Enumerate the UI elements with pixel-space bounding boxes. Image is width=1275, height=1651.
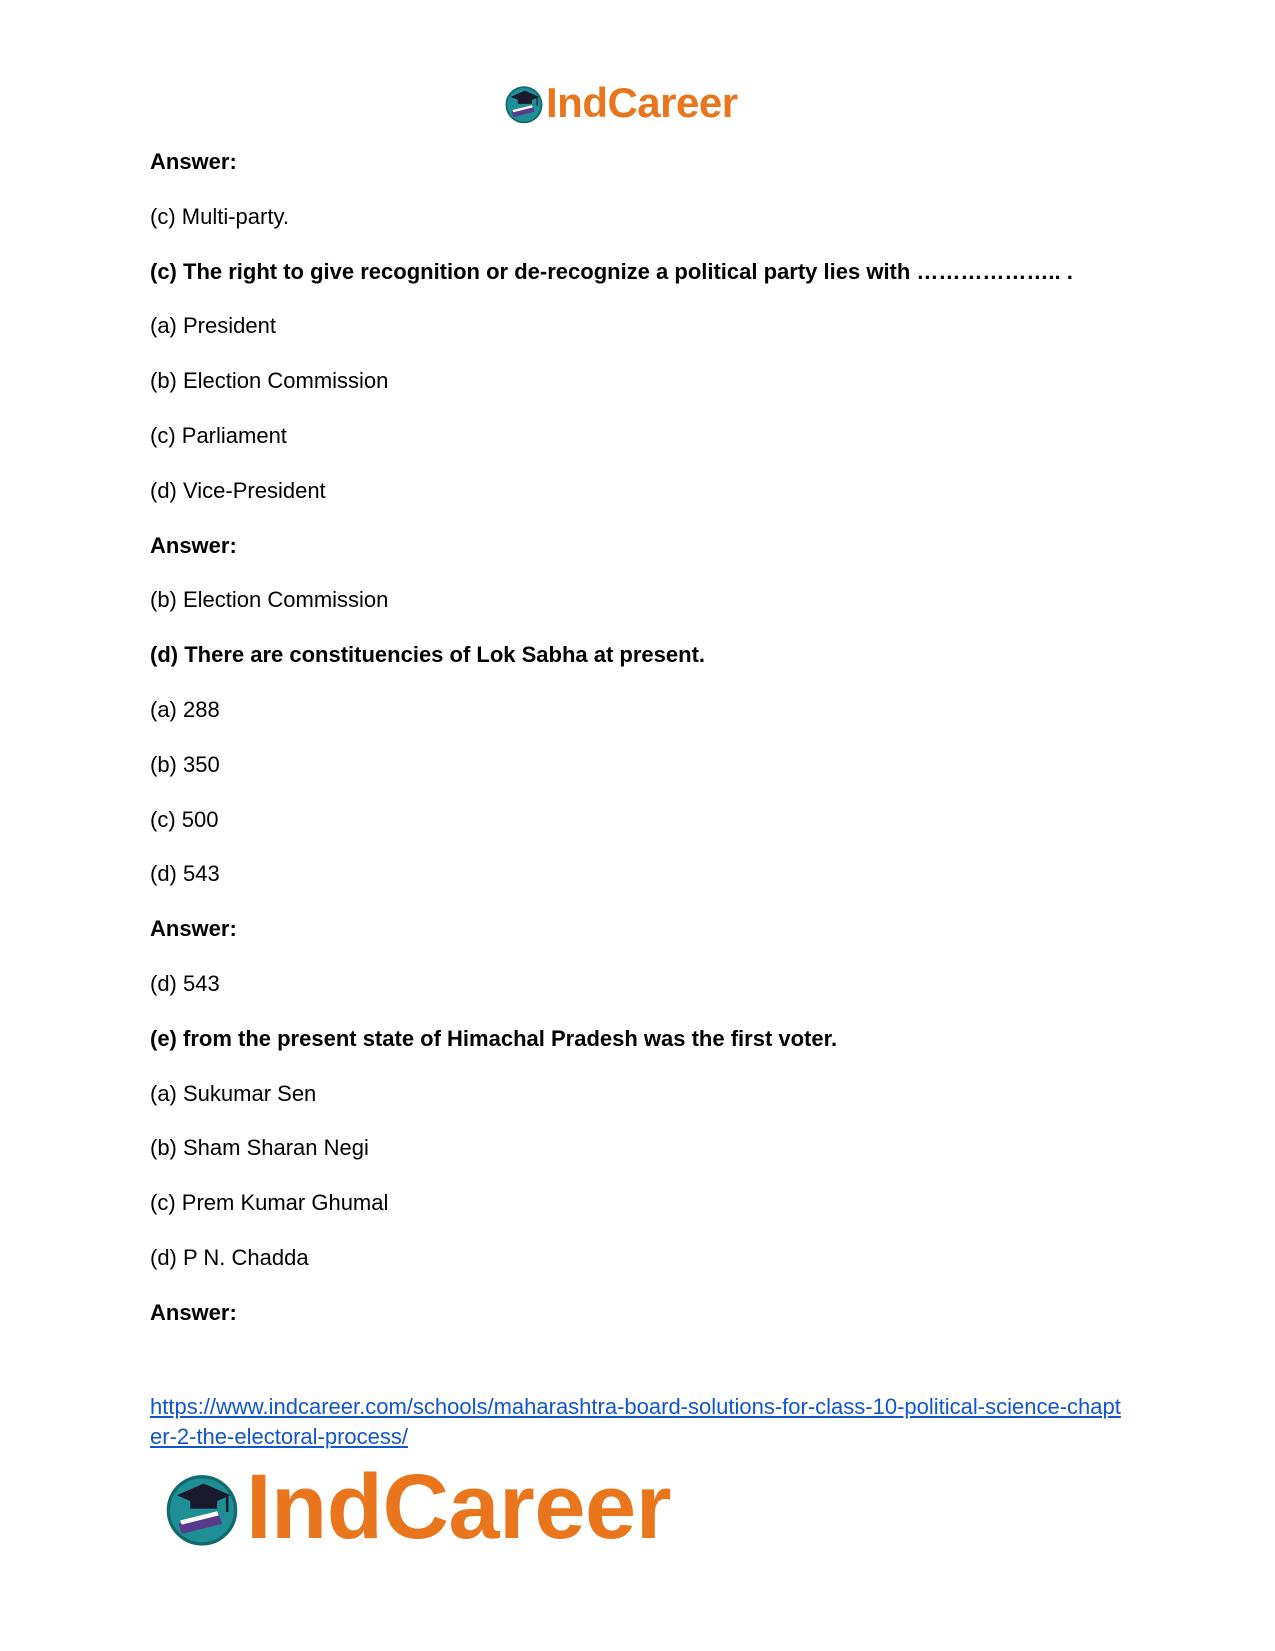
brand-wordmark: IndCareer <box>546 79 738 126</box>
question-line: Answer: <box>150 916 237 942</box>
question-line: Answer: <box>150 532 237 558</box>
text-line: (d) 543 <box>150 971 220 996</box>
brand-wordmark: IndCareer <box>246 1456 671 1558</box>
text-line: (b) Election Commission <box>150 587 389 613</box>
text-line: (d) P N. Chadda <box>150 1245 309 1270</box>
source-link[interactable]: https://www.indcareer.com/schools/maharashtra-board-solutions-for-class-10-political-science-chapter-2-the-electoral-process/ <box>150 1394 1121 1449</box>
graduation-globe-icon <box>502 81 546 125</box>
text-line: (b) Election Commission <box>150 368 389 394</box>
text-line: (a) President <box>150 313 276 339</box>
text-line: (c) Prem Kumar Ghumal <box>150 1190 389 1216</box>
text-line: (a) Sukumar Sen <box>150 1080 317 1106</box>
question-line: Answer: <box>150 1299 237 1325</box>
text-line: (c) 500 <box>150 806 219 832</box>
text-line: (c) Multi-party. <box>150 203 289 229</box>
text-line: (c) Parliament <box>150 423 287 448</box>
text-line: (a) 288 <box>150 697 220 722</box>
question-line: (d) There are constituencies of Lok Sabha at present. <box>150 642 706 668</box>
header-logo <box>502 78 738 128</box>
question-line: (c) The right to give recognition or de-recognize a political party lies with ……………….. . <box>150 258 1073 284</box>
text-line: (d) Vice-President <box>150 477 326 503</box>
graduation-globe-icon <box>160 1465 244 1549</box>
question-line: Answer: <box>150 149 237 174</box>
question-line: (e) from the present state of Himachal Pradesh was the first voter. <box>150 1025 838 1051</box>
text-line: (b) Sham Sharan Negi <box>150 1135 369 1161</box>
footer-logo <box>160 1456 671 1558</box>
text-line: (d) 543 <box>150 861 220 887</box>
text-line: (b) 350 <box>150 751 220 777</box>
